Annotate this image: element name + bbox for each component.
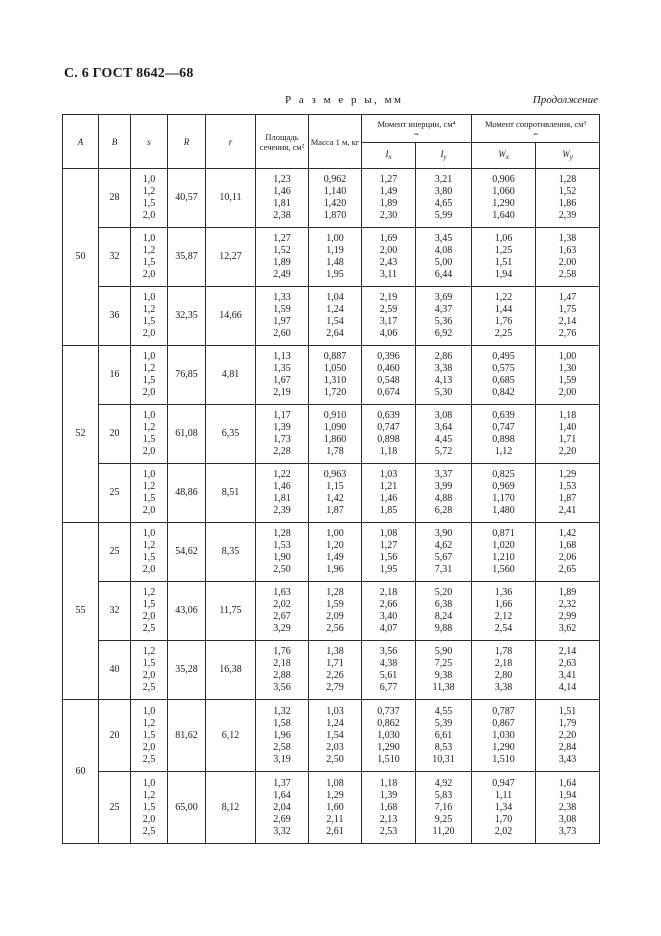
cell-A: 50: [63, 169, 99, 346]
cell-area: 1,63 2,02 2,67 3,29: [256, 582, 309, 641]
cell-Ix: 0,639 0,747 0,898 1,18: [362, 405, 416, 464]
cell-Wx: 0,495 0,575 0,685 0,842: [472, 346, 536, 405]
cell-mass: 0,887 1,050 1,310 1,720: [309, 346, 362, 405]
resistance-dash: =: [533, 128, 538, 139]
cell-Wy: 1,29 1,53 1,87 2,41: [536, 464, 600, 523]
col-header-r: r: [206, 115, 256, 169]
cell-B: 32: [99, 582, 131, 641]
cell-R: 76,85: [168, 346, 206, 405]
cell-mass: 0,910 1,090 1,860 1,78: [309, 405, 362, 464]
cell-B: 32: [99, 228, 131, 287]
col-header-resistance: [472, 115, 600, 143]
cell-Iy: 5,90 7,25 9,38 11,38: [416, 641, 472, 700]
cell-Ix: 1,69 2,00 2,43 3,11: [362, 228, 416, 287]
cell-R: 61,08: [168, 405, 206, 464]
cell-mass: 1,00 1,19 1,48 1,95: [309, 228, 362, 287]
cell-R: 40,57: [168, 169, 206, 228]
cell-area: 1,33 1,59 1,97 2,60: [256, 287, 309, 346]
cell-R: 43,06: [168, 582, 206, 641]
cell-Ix: 1,03 1,21 1,46 1,85: [362, 464, 416, 523]
col-header-mass: Масса 1 м, кг: [309, 115, 362, 169]
page-header-title: С. 6 ГОСТ 8642—68: [64, 66, 194, 81]
cell-Iy: 4,92 5,83 7,16 9,25 11,20: [416, 772, 472, 844]
cell-area: 1,32 1,58 1,96 2,58 3,19: [256, 700, 309, 772]
cell-A: 60: [63, 700, 99, 844]
cell-Ix: 2,19 2,59 3,17 4,06: [362, 287, 416, 346]
cell-r: 8,35: [206, 523, 256, 582]
cell-area: 1,22 1,46 1,81 2,39: [256, 464, 309, 523]
cell-Iy: 2,86 3,38 4,13 5,30: [416, 346, 472, 405]
col-header-area: Площадь сечения, см²: [256, 115, 309, 169]
cell-s: 1,0 1,2 1,5 2,0: [131, 228, 168, 287]
cell-Wx: 0,947 1,11 1,34 1,70 2,02: [472, 772, 536, 844]
cell-R: 65,00: [168, 772, 206, 844]
cell-Ix: 1,08 1,27 1,56 1,95: [362, 523, 416, 582]
cell-area: 1,13 1,35 1,67 2,19: [256, 346, 309, 405]
cell-R: 35,28: [168, 641, 206, 700]
cell-Wx: 0,787 0,867 1,030 1,290 1,510: [472, 700, 536, 772]
cell-Iy: 3,21 3,80 4,65 5,99: [416, 169, 472, 228]
resistance-label: Момент сопротивления, см³: [484, 118, 587, 129]
cell-Ix: 0,396 0,460 0,548 0,674: [362, 346, 416, 405]
cell-s: 1,0 1,2 1,5 2,0: [131, 464, 168, 523]
cell-R: 35,87: [168, 228, 206, 287]
cell-Wx: 0,825 0,969 1,170 1,480: [472, 464, 536, 523]
cell-mass: 1,03 1,24 1,54 2,03 2,50: [309, 700, 362, 772]
cell-Ix: 3,56 4,38 5,61 6,77: [362, 641, 416, 700]
cell-mass: 1,08 1,29 1,60 2,11 2,61: [309, 772, 362, 844]
cell-area: 1,28 1,53 1,90 2,50: [256, 523, 309, 582]
cell-R: 48,86: [168, 464, 206, 523]
cell-area: 1,27 1,52 1,89 2,49: [256, 228, 309, 287]
caption-continuation: Продолжение: [532, 94, 598, 106]
cell-Iy: 3,69 4,37 5,36 6,92: [416, 287, 472, 346]
cell-area: 1,76 2,18 2,88 3,56: [256, 641, 309, 700]
cell-B: 36: [99, 287, 131, 346]
cell-s: 1,0 1,2 1,5 2,0: [131, 346, 168, 405]
cell-s: 1,2 1,5 2,0 2,5: [131, 582, 168, 641]
cell-Wx: 1,22 1,44 1,76 2,25: [472, 287, 536, 346]
cell-Wy: 1,51 1,79 2,20 2,84 3,43: [536, 700, 600, 772]
profile-table: [62, 114, 600, 844]
cell-r: 6,35: [206, 405, 256, 464]
cell-s: 1,0 1,2 1,5 2,0: [131, 523, 168, 582]
cell-B: 25: [99, 772, 131, 844]
cell-Wy: 1,00 1,30 1,59 2,00: [536, 346, 600, 405]
col-header-Ix: $I_x$: [362, 143, 416, 169]
cell-r: 8,12: [206, 772, 256, 844]
cell-Wy: 1,38 1,63 2,00 2,58: [536, 228, 600, 287]
cell-Wy: 1,89 2,32 2,99 3,62: [536, 582, 600, 641]
cell-B: 20: [99, 405, 131, 464]
cell-Ix: 2,18 2,66 3,40 4,07: [362, 582, 416, 641]
cell-r: 4,81: [206, 346, 256, 405]
cell-mass: 1,04 1,24 1,54 2,64: [309, 287, 362, 346]
cell-A: 55: [63, 523, 99, 700]
cell-Iy: 3,90 4,62 5,67 7,31: [416, 523, 472, 582]
cell-B: 20: [99, 700, 131, 772]
cell-mass: 0,962 1,140 1,420 1,870: [309, 169, 362, 228]
cell-Wy: 1,64 1,94 2,38 3,08 3,73: [536, 772, 600, 844]
col-header-Iy: $I_y$: [416, 143, 472, 169]
cell-Iy: 5,20 6,38 8,24 9,88: [416, 582, 472, 641]
cell-Wy: 1,42 1,68 2,06 2,65: [536, 523, 600, 582]
cell-r: 12,27: [206, 228, 256, 287]
cell-R: 54,62: [168, 523, 206, 582]
cell-r: 8,51: [206, 464, 256, 523]
cell-s: 1,0 1,2 1,5 2,0 2,5: [131, 772, 168, 844]
cell-r: 16,38: [206, 641, 256, 700]
cell-area: 1,17 1,39 1,73 2,28: [256, 405, 309, 464]
cell-A: 52: [63, 346, 99, 523]
cell-r: 11,75: [206, 582, 256, 641]
cell-B: 25: [99, 523, 131, 582]
caption-dimensions: Р а з м е р ы, мм: [285, 94, 404, 106]
col-header-s: s: [131, 115, 168, 169]
cell-area: 1,23 1,46 1,81 2,38: [256, 169, 309, 228]
cell-mass: 1,28 1,59 2,09 2,56: [309, 582, 362, 641]
cell-Wy: 1,28 1,52 1,86 2,39: [536, 169, 600, 228]
inertia-label: Момент инерции, см⁴: [377, 118, 456, 129]
cell-Wx: 1,78 2,18 2,80 3,38: [472, 641, 536, 700]
cell-r: 14,66: [206, 287, 256, 346]
cell-r: 10,11: [206, 169, 256, 228]
cell-Wx: 1,06 1,25 1,51 1,94: [472, 228, 536, 287]
cell-Wx: 0,906 1,060 1,290 1,640: [472, 169, 536, 228]
cell-s: 1,0 1,2 1,5 2,0 2,5: [131, 700, 168, 772]
cell-Iy: 3,37 3,99 4,88 6,28: [416, 464, 472, 523]
inertia-dash: =: [414, 128, 419, 139]
col-header-inertia: [362, 115, 472, 143]
cell-Iy: 3,08 3,64 4,45 5,72: [416, 405, 472, 464]
cell-Wx: 0,639 0,747 0,898 1,12: [472, 405, 536, 464]
col-header-Wy: $W_y$: [536, 143, 600, 169]
cell-Iy: 3,45 4,08 5,00 6,44: [416, 228, 472, 287]
cell-s: 1,0 1,2 1,5 2,0: [131, 405, 168, 464]
cell-B: 16: [99, 346, 131, 405]
cell-mass: 1,38 1,71 2,26 2,79: [309, 641, 362, 700]
cell-B: 25: [99, 464, 131, 523]
cell-R: 32,35: [168, 287, 206, 346]
cell-Wy: 1,47 1,75 2,14 2,76: [536, 287, 600, 346]
col-header-B: B: [99, 115, 131, 169]
col-header-Wx: $W_x$: [472, 143, 536, 169]
cell-Ix: 1,18 1,39 1,68 2,13 2,53: [362, 772, 416, 844]
cell-B: 28: [99, 169, 131, 228]
cell-Wx: 0,871 1,020 1,210 1,560: [472, 523, 536, 582]
cell-s: 1,2 1,5 2,0 2,5: [131, 641, 168, 700]
cell-s: 1,0 1,2 1,5 2,0: [131, 169, 168, 228]
cell-Ix: 1,27 1,49 1,89 2,30: [362, 169, 416, 228]
col-header-A: A: [63, 115, 99, 169]
cell-mass: 0,963 1,15 1,42 1,87: [309, 464, 362, 523]
cell-B: 40: [99, 641, 131, 700]
cell-R: 81,62: [168, 700, 206, 772]
col-header-R: R: [168, 115, 206, 169]
cell-r: 6,12: [206, 700, 256, 772]
cell-Iy: 4,55 5,39 6,61 8,53 10,31: [416, 700, 472, 772]
cell-Wy: 2,14 2,63 3,41 4,14: [536, 641, 600, 700]
cell-Wx: 1,36 1,66 2,12 2,54: [472, 582, 536, 641]
table-caption: [0, 94, 661, 110]
cell-Ix: 0,737 0,862 1,030 1,290 1,510: [362, 700, 416, 772]
cell-s: 1,0 1,2 1,5 2,0: [131, 287, 168, 346]
cell-Wy: 1,18 1,40 1,71 2,20: [536, 405, 600, 464]
cell-area: 1,37 1,64 2,04 2,69 3,32: [256, 772, 309, 844]
cell-mass: 1,00 1,20 1,49 1,96: [309, 523, 362, 582]
